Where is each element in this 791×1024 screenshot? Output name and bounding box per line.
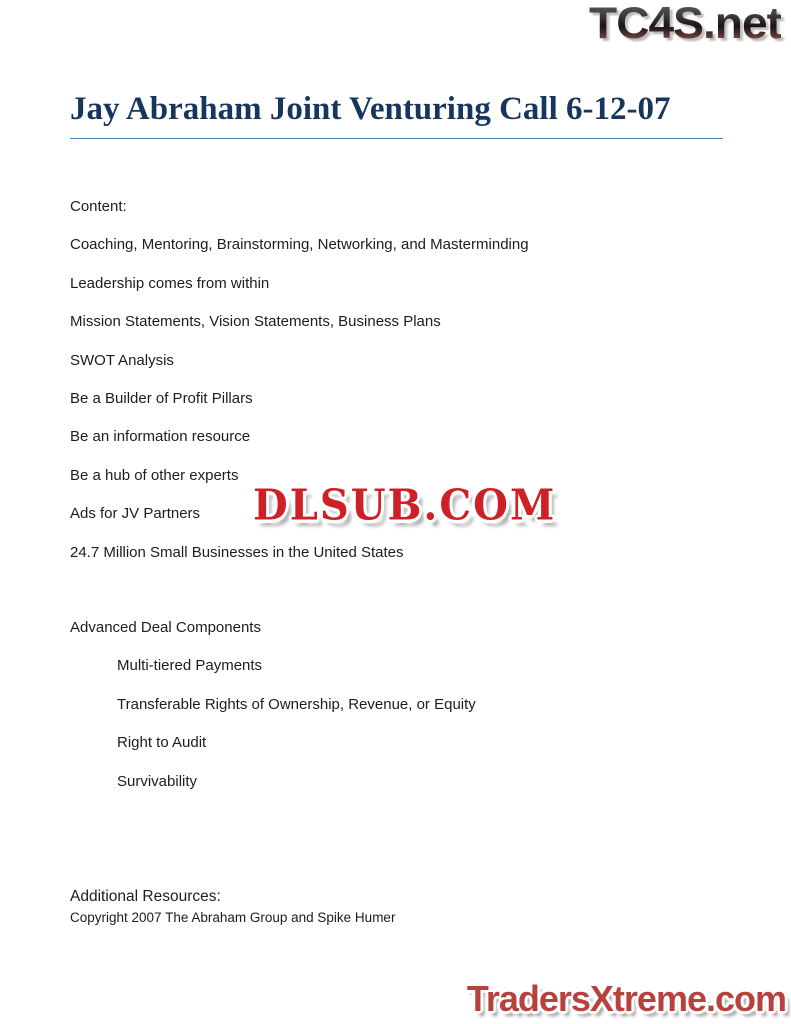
tradersxtreme-watermark: TradersXtreme.com xyxy=(466,978,786,1020)
page-title: Jay Abraham Joint Venturing Call 6-12-07 xyxy=(70,90,723,139)
additional-resources-label: Additional Resources: xyxy=(70,888,221,905)
list-item: Right to Audit xyxy=(117,734,207,752)
copyright-text: Copyright 2007 The Abraham Group and Spike Humer xyxy=(70,910,396,925)
tc4s-site-logo: TC4S.net xyxy=(588,0,781,48)
list-item: Transferable Rights of Ownership, Revenue, or Equity xyxy=(117,695,476,713)
list-item: Be a Builder of Profit Pillars xyxy=(70,390,253,408)
list-item: 24.7 Million Small Businesses in the United States xyxy=(70,543,404,561)
advanced-deal-section xyxy=(70,609,476,801)
list-item: Coaching, Mentoring, Brainstorming, Networking, and Masterminding xyxy=(70,236,529,254)
section-heading: Advanced Deal Components xyxy=(70,619,261,636)
list-item: Survivability xyxy=(117,772,198,790)
list-item: Ads for JV Partners xyxy=(70,505,201,523)
list-item: Leadership comes from within xyxy=(70,274,270,292)
list-item: Be an information resource xyxy=(70,428,251,446)
content-label: Content: xyxy=(70,198,127,215)
dlsub-watermark: DLSUB.COM xyxy=(253,480,557,531)
list-item: Multi-tiered Payments xyxy=(117,657,263,675)
list-item: Mission Statements, Vision Statements, Business Plans xyxy=(70,313,441,331)
list-item: SWOT Analysis xyxy=(70,351,174,369)
list-item: Be a hub of other experts xyxy=(70,466,239,484)
